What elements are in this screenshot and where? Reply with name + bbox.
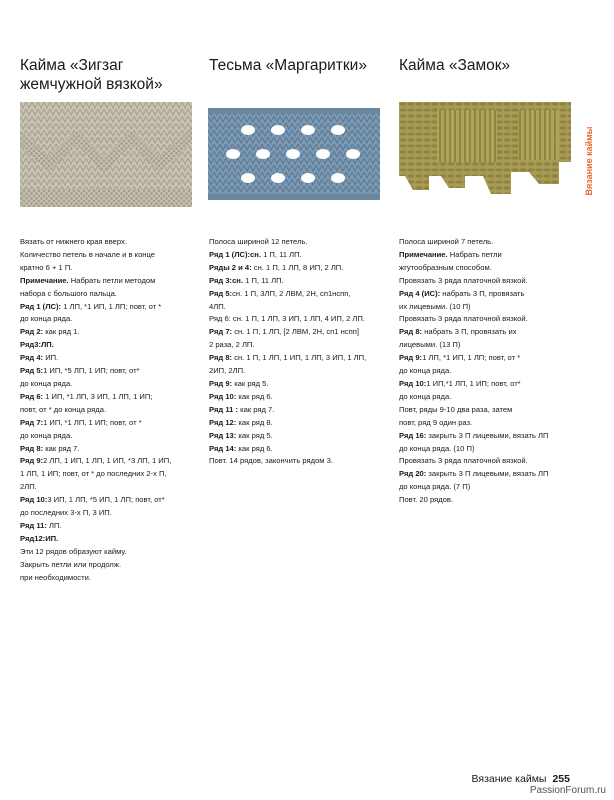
row-text: 4ЛП. xyxy=(209,301,226,311)
swatch-photo-zigzag xyxy=(20,102,192,207)
row-text: Вязать от нижнего края вверх. xyxy=(20,237,127,246)
instruction-line xyxy=(20,533,210,546)
row-text: как ряд 5. xyxy=(232,378,269,388)
row-text: как ряд 1. xyxy=(43,327,80,337)
row-label: Ряд 5: xyxy=(209,288,233,298)
instruction-line xyxy=(209,455,399,468)
row-text: Повт. 20 рядов. xyxy=(399,495,454,505)
row-text: сн. 1 П, 1 ЛП, [2 ЛВМ, 2Н, сп1 нспп] xyxy=(232,327,359,337)
row-text: 3 ИП, 1 ЛП, *5 ИП, 1 ЛП; повт, от* xyxy=(47,495,165,505)
instruction-line xyxy=(20,443,210,456)
row-text: повт, от * до конца ряда. xyxy=(20,404,107,414)
row-text: набора с большого пальца. xyxy=(20,288,117,298)
instruction-line xyxy=(209,326,399,339)
row-label: Ряд 10: xyxy=(399,378,427,388)
instruction-line xyxy=(20,520,210,533)
row-text: Ряд 6: сн. 1 П, 1 ЛП, 3 ИП, 1 ЛП, 4 ИП, 2 ЛП. xyxy=(209,314,365,324)
row-label: Ряд 4: xyxy=(20,353,44,363)
row-text: Закрыть петли или продолж. xyxy=(20,559,122,569)
row-label: Ряд 8: xyxy=(209,353,233,363)
row-label: Ряд 8: xyxy=(20,443,44,453)
footer-section-title: Вязание каймы xyxy=(471,773,547,785)
instruction-line xyxy=(20,507,210,520)
row-text: как ряд 6. xyxy=(236,443,273,453)
row-text: до конца ряда. (10 П) xyxy=(399,443,475,453)
row-text: как ряд 8. xyxy=(236,417,273,427)
instruction-line xyxy=(399,339,589,352)
instruction-line xyxy=(20,339,210,352)
title-line: жемчужной вязкой» xyxy=(20,76,163,93)
instruction-line xyxy=(209,443,399,456)
instruction-line xyxy=(20,249,210,262)
row-text: при необходимости. xyxy=(20,572,91,582)
row-text: Полоса шириной 7 петель. xyxy=(399,237,494,246)
instruction-line xyxy=(209,313,399,326)
title-line: Кайма «Зигзаг xyxy=(20,57,124,74)
row-text: закрыть 3 П лицевыми, вязать ЛП xyxy=(426,469,549,479)
section-side-tab-label: Вязание каймы xyxy=(584,126,594,196)
pattern-title-zigzag xyxy=(20,56,210,96)
row-text: 1 ИП, *5 ЛП, 1 ИП; повт, от* xyxy=(43,366,140,376)
row-text: набрать 3 П, провязать их xyxy=(422,327,517,337)
instructions-zigzag xyxy=(20,236,210,584)
instruction-line xyxy=(20,288,210,301)
row-label: Ряд 5: xyxy=(20,366,44,376)
instruction-line xyxy=(209,365,399,378)
row-text: Провязать 3 ряда платочной вязкой. xyxy=(399,456,528,466)
row-text: сн. 1 П, 1 ЛП, 1 ИП, 1 ЛП, 3 ИП, 1 ЛП, xyxy=(232,353,367,363)
row-text: до конца ряда. xyxy=(20,314,73,324)
instructions-castle xyxy=(399,236,589,507)
instruction-line xyxy=(399,313,589,326)
row-text: до последних 3-х П, 3 ИП. xyxy=(20,508,112,518)
row-label: Ряд 1 (ЛС): xyxy=(20,301,62,311)
row-label: Ряд 11: xyxy=(20,520,47,530)
instruction-line xyxy=(399,249,589,262)
swatch-photo-daisies xyxy=(208,102,380,207)
instruction-line xyxy=(20,546,210,559)
row-text: до конца ряда. (7 П) xyxy=(399,482,471,492)
title-line: Кайма «Замок» xyxy=(399,57,511,74)
row-text: 1 ЛП, *1 ИП, 1 ЛП; повт, от * xyxy=(61,301,162,311)
instruction-line xyxy=(20,352,210,365)
instruction-line xyxy=(209,275,399,288)
instruction-line xyxy=(209,236,399,249)
row-text: повт, ряд 9 один раз. xyxy=(399,417,473,427)
row-label: Ряд 9: xyxy=(20,456,44,466)
row-text: как ряд 5. xyxy=(236,430,273,440)
instruction-line xyxy=(20,236,210,249)
instruction-line xyxy=(20,378,210,391)
instruction-line xyxy=(209,249,399,262)
row-text: 2 ЛП, 1 ИП, 1 ЛП, 1 ИП, *3 ЛП, 1 ИП, xyxy=(43,456,172,466)
row-text: сн. 1 П, 1 ЛП, 8 ИП, 2 ЛП. xyxy=(251,262,344,272)
column-castle xyxy=(399,56,589,96)
row-text: жгутообразным способом. xyxy=(399,262,492,272)
section-side-tab xyxy=(582,118,596,204)
instruction-line xyxy=(399,417,589,430)
row-label: Ряд 11 : xyxy=(209,404,238,414)
instruction-line xyxy=(20,455,210,468)
row-text: кратно 6 + 1 П. xyxy=(20,262,73,272)
instruction-line xyxy=(399,455,589,468)
row-label: Ряд3:ЛП. xyxy=(20,340,54,350)
row-text: 2ЛП. xyxy=(20,482,37,492)
instruction-line xyxy=(399,288,589,301)
row-label: Ряды 2 и 4: xyxy=(209,262,252,272)
instruction-line xyxy=(20,430,210,443)
instruction-line xyxy=(399,365,589,378)
row-text: 1 П, 11 ЛП. xyxy=(260,249,302,259)
row-text: сн. 1 П, 3ЛП, 2 ЛВМ, 2Н, сп1нспп, xyxy=(232,288,351,298)
row-label: Ряд12:ИП. xyxy=(20,533,59,543)
row-text: Повт, ряды 9-10 два раза, затем xyxy=(399,404,513,414)
row-text: ИП. xyxy=(43,353,59,363)
page-footer xyxy=(472,773,570,785)
pattern-title-castle xyxy=(399,56,589,96)
instruction-line xyxy=(209,391,399,404)
instruction-line xyxy=(399,404,589,417)
row-text: ЛП. xyxy=(46,520,62,530)
row-text: 1 П, 11 ЛП. xyxy=(243,275,284,285)
instructions-daisies xyxy=(209,236,399,468)
row-label: Ряд 14: xyxy=(209,443,237,453)
instruction-line xyxy=(399,391,589,404)
row-label: Примечание. xyxy=(20,275,69,285)
instruction-line xyxy=(209,262,399,275)
row-text: до конца ряда. xyxy=(20,378,73,388)
row-label: Примечание. xyxy=(399,249,448,259)
instruction-line xyxy=(20,494,210,507)
column-daisies xyxy=(209,56,399,96)
instruction-line xyxy=(20,262,210,275)
row-label: Ряд 12: xyxy=(209,417,237,427)
instruction-line xyxy=(399,236,589,249)
instruction-line xyxy=(399,494,589,507)
row-label: Ряд 7: xyxy=(209,327,233,337)
row-label: Ряд 6: xyxy=(20,391,44,401)
row-text: их лицевыми. (10 П) xyxy=(399,301,471,311)
instruction-line xyxy=(20,468,210,481)
instruction-line xyxy=(20,417,210,430)
row-text: Провязать 3 ряда платочной вязкой. xyxy=(399,314,528,324)
instruction-line xyxy=(20,301,210,314)
instruction-line xyxy=(209,288,399,301)
row-text: 1 ИП, *1 ЛП, 1 ИП; повт, от * xyxy=(43,417,142,427)
row-text: до конца ряда. xyxy=(399,366,452,376)
instruction-line xyxy=(209,339,399,352)
instruction-line xyxy=(399,262,589,275)
instruction-line xyxy=(399,378,589,391)
instruction-line xyxy=(399,352,589,365)
row-text: как ряд 7. xyxy=(238,404,275,414)
row-text: до конца ряда. xyxy=(399,391,452,401)
row-text: Набрать петли методом xyxy=(68,275,156,285)
row-label: Ряд 20: xyxy=(399,469,427,479)
instruction-line xyxy=(399,326,589,339)
row-text: как ряд 6. xyxy=(236,391,273,401)
instruction-line xyxy=(20,559,210,572)
instruction-line xyxy=(399,275,589,288)
instruction-line xyxy=(20,481,210,494)
row-label: Ряд 10: xyxy=(209,391,237,401)
instruction-line xyxy=(209,430,399,443)
swatch-photo-castle xyxy=(399,102,571,207)
row-label: Ряд 7: xyxy=(20,417,44,427)
row-text: набрать 3 П, провязать xyxy=(440,288,525,298)
instruction-line xyxy=(399,443,589,456)
row-label: Ряд 9: xyxy=(209,378,233,388)
row-label: Ряд 8: xyxy=(399,327,423,337)
row-text: 2ИП, 2ЛП. xyxy=(209,366,246,376)
row-text: 1 ЛП, 1 ИП; повт, от * до последних 2-х П, xyxy=(20,469,167,479)
row-label: Ряд 10: xyxy=(20,495,48,505)
instruction-line xyxy=(20,275,210,288)
row-text: Провязать 3 ряда платочной вязкой. xyxy=(399,275,528,285)
instruction-line xyxy=(399,301,589,314)
column-zigzag xyxy=(20,56,210,96)
page-number: 255 xyxy=(552,773,570,785)
row-label: Ряд 13: xyxy=(209,430,237,440)
instruction-line xyxy=(20,326,210,339)
row-label: Ряд 1 (ЛС):сн. xyxy=(209,249,261,259)
row-label: Ряд 4 (ИС): xyxy=(399,288,441,298)
row-text: 1 ЛП, *1 ИП, 1 ЛП; повт, от * xyxy=(422,353,521,363)
pattern-title-daisies xyxy=(209,56,399,96)
row-text: закрыть 3 П лицевыми, вязать ЛП xyxy=(426,430,549,440)
row-text: Эти 12 рядов образуют кайму. xyxy=(20,546,127,556)
instruction-line xyxy=(20,572,210,585)
instruction-line xyxy=(209,417,399,430)
row-text: 2 раза, 2 ЛП. xyxy=(209,340,255,350)
row-text: до конца ряда. xyxy=(20,430,73,440)
row-label: Ряд 16: xyxy=(399,430,427,440)
instruction-line xyxy=(399,430,589,443)
instruction-line xyxy=(209,301,399,314)
row-label: Ряд 2: xyxy=(20,327,44,337)
instruction-line xyxy=(20,404,210,417)
row-text: Полоса шириной 12 петель. xyxy=(209,237,308,246)
watermark: PassionForum.ru xyxy=(529,785,606,796)
instruction-line xyxy=(399,481,589,494)
title-line: Тесьма «Маргаритки» xyxy=(209,57,367,74)
row-text: Количество петель в начале и в конце xyxy=(20,249,155,259)
instruction-line xyxy=(399,468,589,481)
instruction-line xyxy=(209,378,399,391)
row-text: Набрать петли xyxy=(447,249,502,259)
row-text: 1 ИП,*1 ЛП, 1 ИП; повт, от* xyxy=(426,378,521,388)
instruction-line xyxy=(20,365,210,378)
instruction-line xyxy=(20,391,210,404)
instruction-line xyxy=(209,404,399,417)
row-text: Повт. 14 рядов, закончить рядом 3. xyxy=(209,456,333,466)
row-text: лицевыми. (13 П) xyxy=(399,340,461,350)
row-label: Ряд 9: xyxy=(399,353,423,363)
row-label: Ряд 3:сн. xyxy=(209,275,243,285)
row-text: 1 ИП, *1 ЛП, 3 ИП, 1 ЛП, 1 ИП; xyxy=(43,391,153,401)
instruction-line xyxy=(20,313,210,326)
row-text: как ряд 7. xyxy=(43,443,80,453)
instruction-line xyxy=(209,352,399,365)
